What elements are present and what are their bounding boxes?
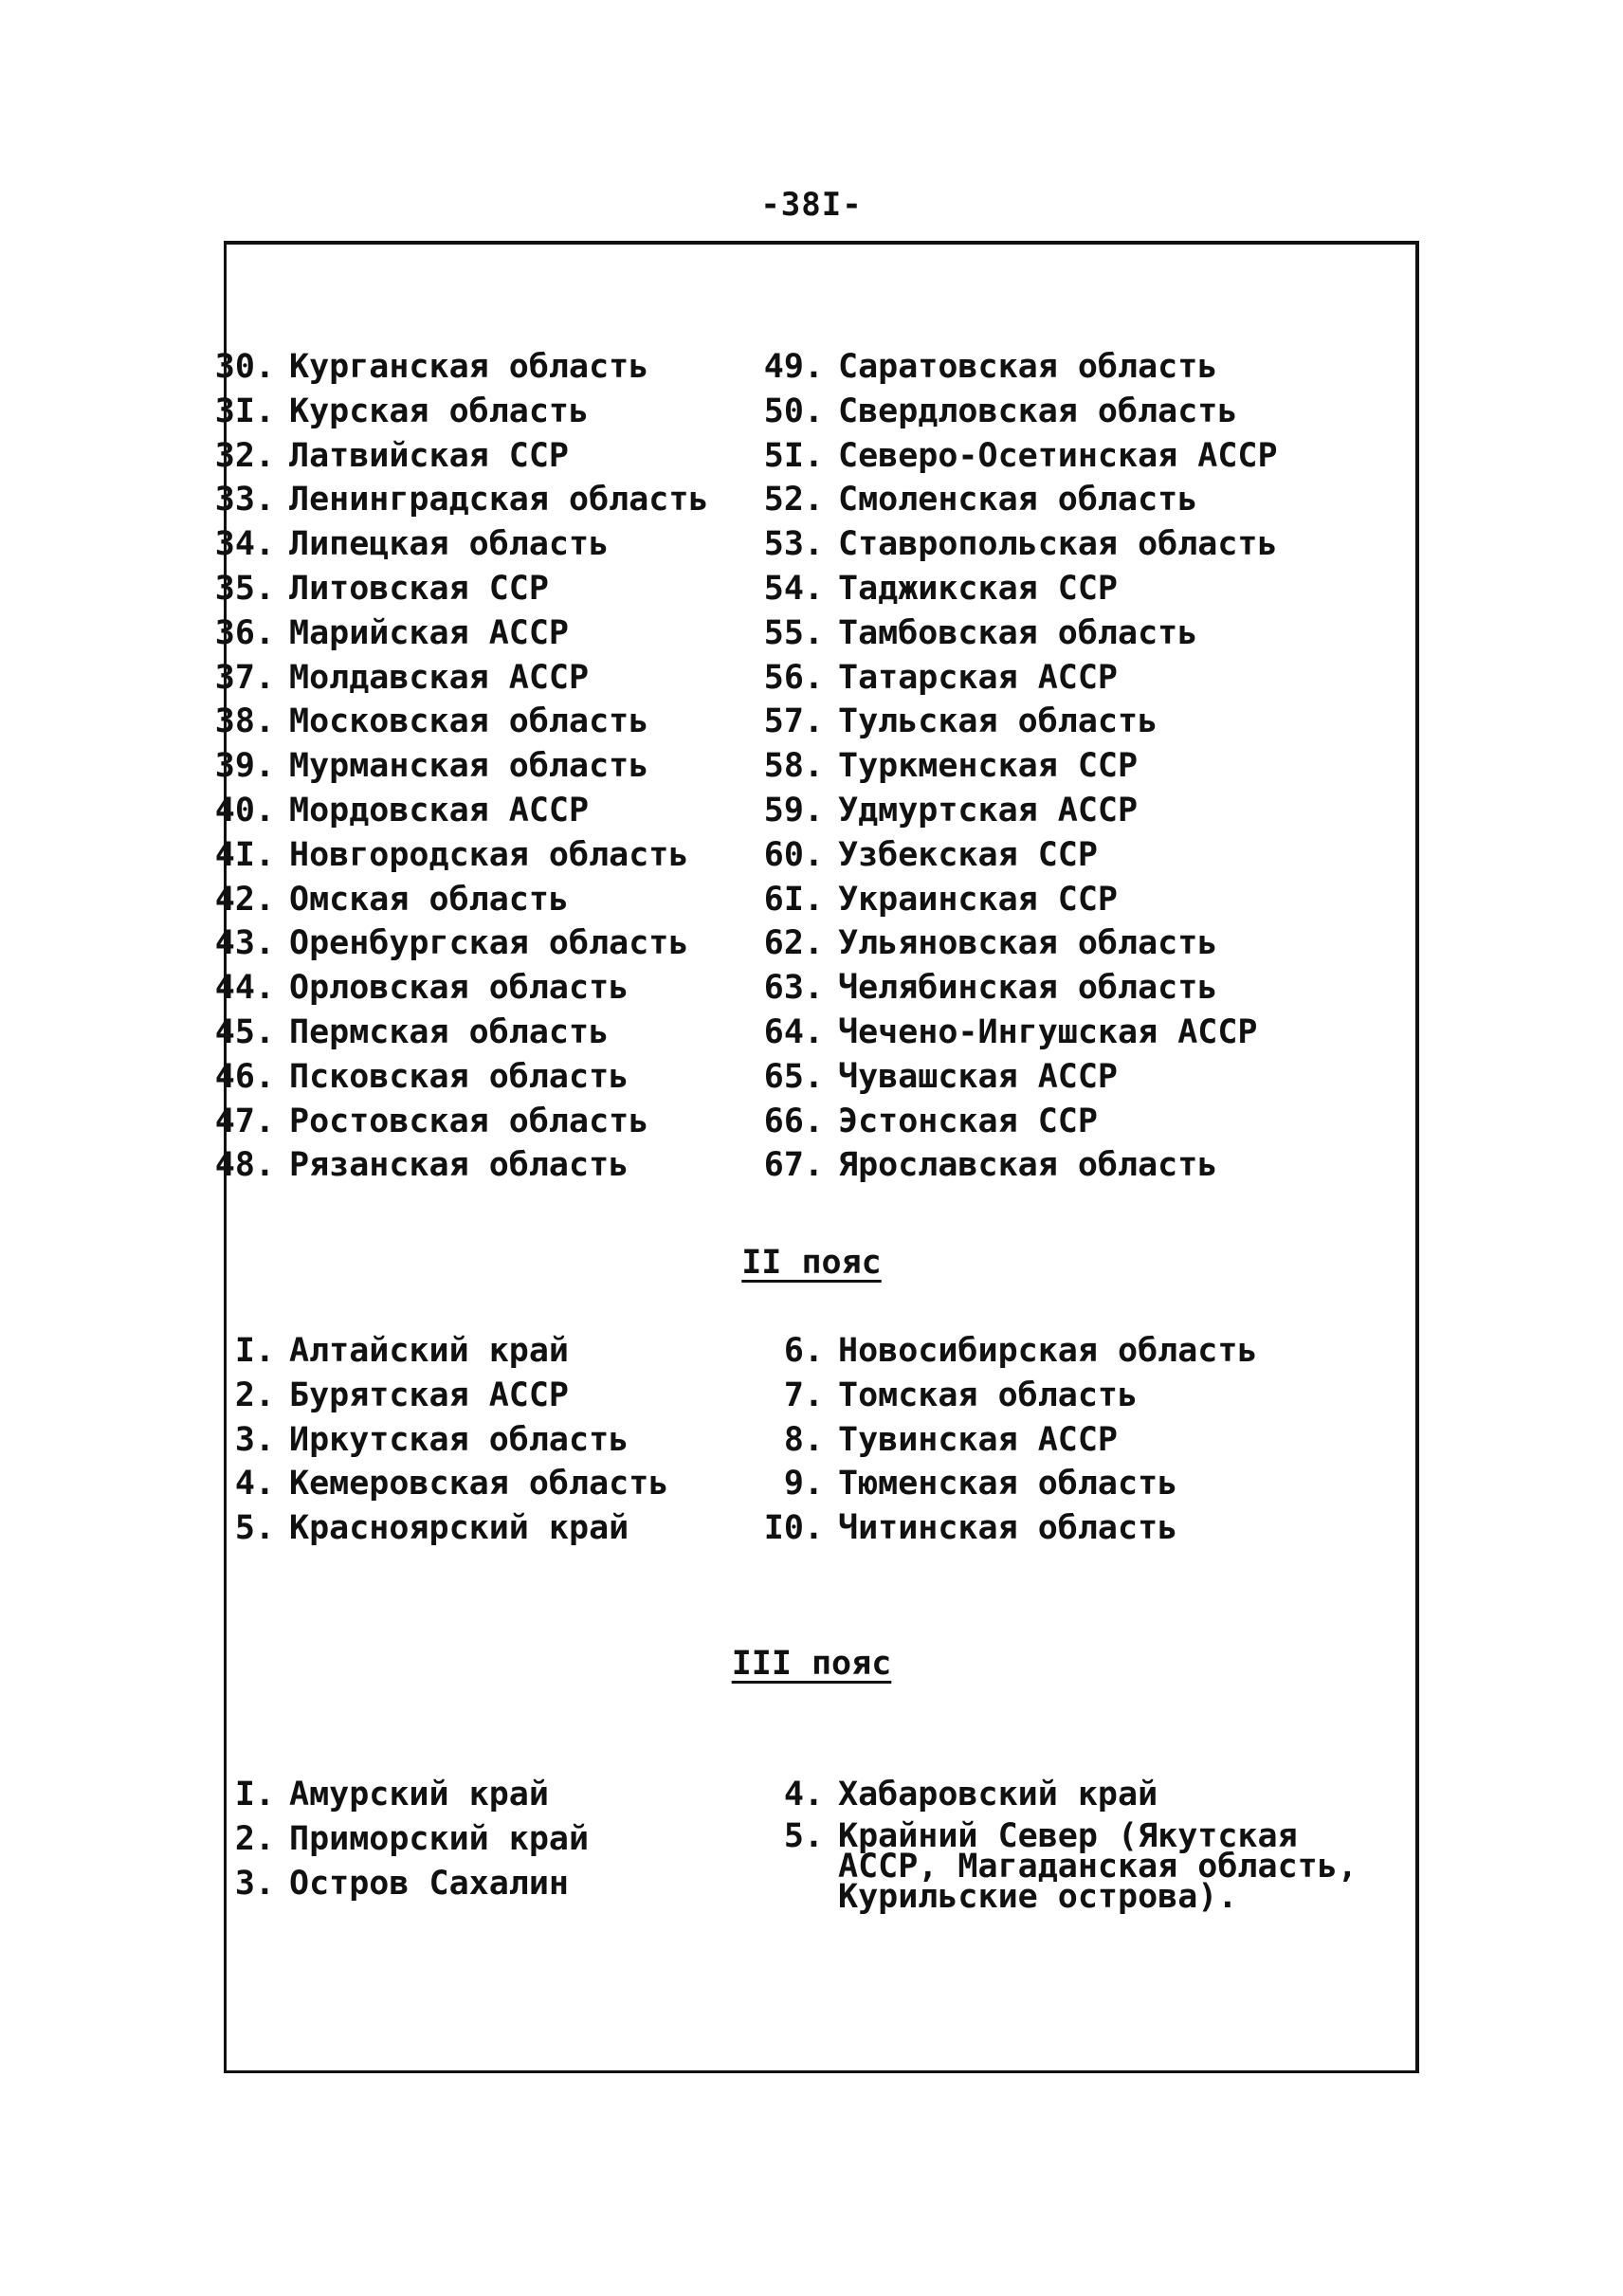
list-item: 45. Пермская область [214, 1012, 610, 1051]
list-item: 6I. Украинская ССР [763, 880, 1119, 919]
list-item: 37. Молдавская АССР [214, 658, 590, 697]
list-item: 35. Литовская ССР [214, 569, 549, 608]
list-item: 36. Марийская АССР [214, 613, 570, 652]
zone2-heading: II пояс [741, 1244, 882, 1282]
list-item: 65. Чувашская АССР [763, 1057, 1119, 1096]
list-item: 46. Псковская область [214, 1057, 629, 1096]
list-item: 56. Татарская АССР [763, 658, 1119, 697]
list-item: 66. Эстонская ССР [763, 1102, 1098, 1140]
list-item: 32. Латвийская ССР [214, 436, 570, 475]
zone1-left-column [201, 345, 709, 1188]
list-item: 2. Бурятская АССР [234, 1376, 570, 1414]
list-item: 4. Кемеровская область [234, 1465, 669, 1503]
list-item: 33. Ленинградская область [214, 481, 709, 519]
list-item: 30. Курганская область [214, 348, 649, 386]
list-item: 47. Ростовская область [214, 1102, 649, 1140]
list-item: 55. Тамбовская область [763, 613, 1198, 652]
zone3-heading: III пояс [731, 1645, 892, 1683]
list-item: 50. Свердловская область [763, 392, 1238, 430]
list-item: I. Алтайский край [234, 1332, 570, 1370]
list-item: 5I. Северо-Осетинская АССР [763, 436, 1278, 475]
zone2-left-column [201, 1329, 668, 1551]
list-item: 3. Иркутская область [234, 1420, 629, 1459]
list-item: 8. Тувинская АССР [783, 1420, 1119, 1459]
list-item: 57. Тульская область [763, 702, 1158, 741]
list-item: I. Амурский край [234, 1776, 549, 1813]
list-item: 54. Таджикская ССР [763, 569, 1119, 608]
list-item: I0. Читинская область [763, 1509, 1178, 1548]
list-item: 7. Томская область [783, 1376, 1139, 1414]
zone3-right-column [750, 1773, 1369, 1916]
list-item: 3I. Курская область [214, 392, 590, 430]
list-item: 52. Смоленская область [763, 481, 1198, 519]
list-item: 59. Удмуртская АССР [763, 791, 1139, 829]
list-item: 38. Московская область [214, 702, 649, 741]
list-item: 63. Челябинская область [763, 969, 1218, 1008]
zone1-right-column [750, 345, 1278, 1188]
list-item: 58. Туркменская ССР [763, 747, 1139, 786]
list-item: 4I. Новгородская область [214, 835, 689, 874]
list-item: 4. Хабаровский край [783, 1776, 1158, 1813]
list-item: 43. Оренбургская область [214, 924, 689, 963]
list-item: 39. Мурманская область [214, 747, 649, 786]
list-item: 5. Красноярский край [234, 1509, 629, 1548]
list-item: 5. Крайний Север (Якутская АССР, Магаданская область, Курильские острова). [783, 1816, 1358, 1916]
list-item: 40. Мордовская АССР [214, 791, 590, 829]
list-item: 67. Ярославская область [763, 1146, 1218, 1185]
list-item: 3. Остров Сахалин [234, 1864, 570, 1903]
list-item: 49. Саратовская область [763, 348, 1218, 386]
list-item: 44. Орловская область [214, 969, 629, 1008]
list-item: 42. Омская область [214, 880, 570, 919]
list-item: 34. Липецкая область [214, 525, 610, 564]
list-item: 60. Узбекская ССР [763, 835, 1098, 874]
list-item: 6. Новосибирская область [783, 1332, 1258, 1370]
list-item: 62. Ульяновская область [763, 924, 1218, 963]
zone2-right-column [750, 1329, 1258, 1551]
list-item: 53. Ставропольская область [763, 525, 1278, 564]
page-number: -38I- [760, 186, 863, 224]
list-item: 2. Приморский край [234, 1819, 590, 1858]
list-item: 48. Рязанская область [214, 1146, 629, 1185]
list-item: 9. Тюменская область [783, 1465, 1178, 1503]
list-item: 64. Чечено-Ингушская АССР [763, 1012, 1258, 1051]
zone3-left-column [201, 1773, 589, 1905]
